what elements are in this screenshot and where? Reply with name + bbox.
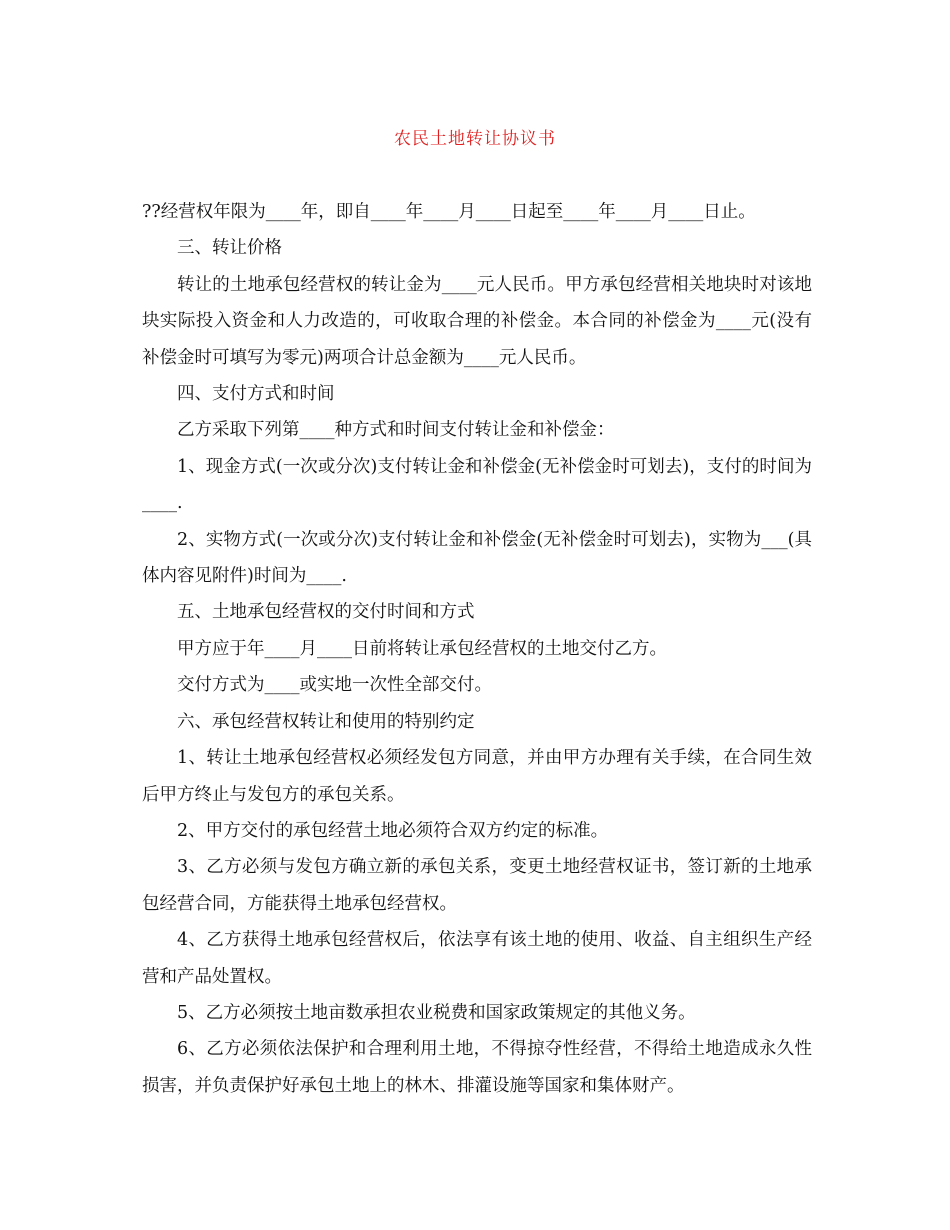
section-heading-special-terms: 六、承包经营权转让和使用的特别约定 xyxy=(177,711,475,732)
section-heading-price: 三、转让价格 xyxy=(177,238,282,259)
section-heading-delivery: 五、土地承包经营权的交付时间和方式 xyxy=(177,602,475,623)
paragraph-delivery-date: 甲方应于年____月____日前将转让承包经营权的土地交付乙方。 xyxy=(177,638,667,659)
paragraph-term-1: 1、转让土地承包经营权必须经发包方同意，并由甲方办理有关手续，在合同生效后甲方终止与发包方的承包关系。 xyxy=(142,748,812,805)
document-title: 农民土地转让协议书 xyxy=(394,129,556,149)
paragraph-term-5: 5、乙方必须按土地亩数承担农业税费和国家政策规定的其他义务。 xyxy=(177,1002,696,1023)
paragraph-term-2: 2、甲方交付的承包经营土地必须符合双方约定的标准。 xyxy=(177,820,609,841)
paragraph-payment-kind: 2、实物方式(一次或分次)支付转让金和补偿金(无补偿金时可划去)，实物为___(具体内容见附件)时间为____. xyxy=(142,529,812,587)
paragraph-payment-cash: 1、现金方式(一次或分次)支付转让金和补偿金(无补偿金时可划去)，支付的时间为____. xyxy=(142,456,812,514)
paragraph-term-6: 6、乙方必须依法保护和合理利用土地，不得掠夺性经营，不得给土地造成永久性损害，并负责保护好承包土地上的林木、排灌设施等国家和集体财产。 xyxy=(142,1039,812,1096)
paragraph-term-4: 4、乙方获得土地承包经营权后，依法享有该土地的使用、收益、自主组织生产经营和产品处置权。 xyxy=(142,930,812,987)
section-heading-payment: 四、支付方式和时间 xyxy=(177,384,335,405)
document-body xyxy=(142,194,812,1104)
paragraph-price: 转让的土地承包经营权的转让金为____元人民币。甲方承包经营相关地块时对该地块实际投入资金和人力改造的，可收取合理的补偿金。本合同的补偿金为____元(没有补偿金时可填写为零元)两项合计总金额为____元人民币。 xyxy=(142,274,812,368)
paragraph-term-years: ??经营权年限为____年，即自____年____月____日起至____年____月____日止。 xyxy=(142,202,756,222)
paragraph-payment-choice: 乙方采取下列第____种方式和时间支付转让金和补偿金： xyxy=(177,420,615,441)
paragraph-term-3: 3、乙方必须与发包方确立新的承包关系，变更土地经营权证书，签订新的土地承包经营合同，方能获得土地承包经营权。 xyxy=(142,857,812,914)
paragraph-delivery-method: 交付方式为____或实地一次性全部交付。 xyxy=(177,675,492,696)
